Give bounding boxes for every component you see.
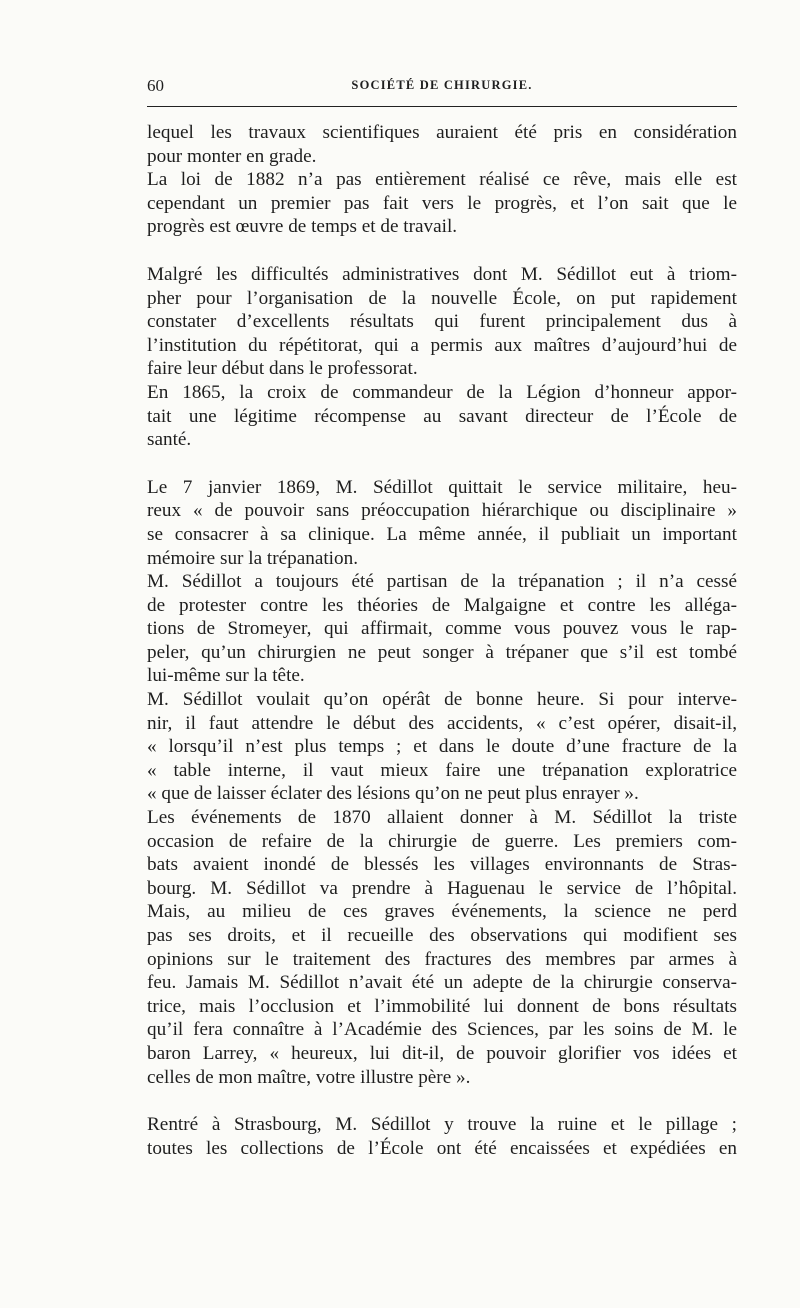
paragraph-gap <box>147 452 737 476</box>
paragraph <box>147 381 737 452</box>
text-line: pher pour l’organisation de la nouvelle École, on put rapidement <box>147 287 737 309</box>
paragraph <box>147 806 737 1089</box>
text-line: santé. <box>147 429 192 451</box>
text-line: peler, qu’un chirurgien ne peut songer à trépaner que s’il est tombé <box>147 641 737 663</box>
text-line: pas ses droits, et il recueille des observations qui modifient ses <box>147 925 737 946</box>
text-line: M. Sédillot a toujours été partisan de la trépanation ; il n’a cessé <box>147 571 737 593</box>
text-line: constater d’excellents résultats qui furent principalement dus à <box>147 311 737 333</box>
text-line: se consacrer à sa clinique. La même année, il publiait un important <box>147 523 737 545</box>
text-line: Mais, au milieu de ces graves événements, la science ne perd <box>147 901 737 923</box>
text-line: feu. Jamais M. Sédillot n’avait été un adepte de la chirurgie conserva- <box>147 972 737 994</box>
text-line: reux « de pouvoir sans préoccupation hiérarchique ou disciplinaire » <box>147 500 737 522</box>
text-line: Rentré à Strasbourg, M. Sédillot y trouve la ruine et le pillage ; <box>147 1114 737 1136</box>
text-line: l’institution du répétitorat, qui a permis aux maîtres d’aujourd’hui de <box>147 334 737 356</box>
text-line: pour monter en grade. <box>147 145 317 167</box>
text-line: bourg. M. Sédillot va prendre à Haguenau le service de l’hôpital. <box>147 877 737 899</box>
text-line: faire leur début dans le professorat. <box>147 358 418 380</box>
text-line: progrès est œuvre de temps et de travail. <box>147 216 458 238</box>
text-line: occasion de refaire de la chirurgie de guerre. Les premiers com- <box>147 830 737 852</box>
page-header <box>147 76 737 100</box>
paragraph <box>147 168 737 239</box>
text-line: La loi de 1882 n’a pas entièrement réalisé ce rêve, mais elle est <box>147 169 737 191</box>
text-line: opinions sur le traitement des fractures des membres par armes à <box>147 948 737 970</box>
text-line: En 1865, la croix de commandeur de la Légion d’honneur appor- <box>147 381 737 403</box>
text-line: cependant un premier pas fait vers le progrès, et l’on sait que le <box>147 192 737 214</box>
running-title: SOCIÉTÉ DE CHIRURGIE. <box>351 78 533 92</box>
text-line: tions de Stromeyer, qui affirmait, comme vous pouvez vous le rap- <box>147 618 737 640</box>
text-line: bats avaient inondé de blessés les villages environnants de Stras- <box>147 854 737 876</box>
text-line: de protester contre les théories de Malgaigne et contre les alléga- <box>147 594 737 616</box>
page-number: 60 <box>147 76 164 95</box>
text-line: toutes les collections de l’École ont été encaissées et expédiées en <box>147 1137 737 1159</box>
paragraph <box>147 263 737 381</box>
text-line: « table interne, il vaut mieux faire une trépanation exploratrice <box>147 759 737 781</box>
paragraph <box>147 570 737 688</box>
text-line: mémoire sur la trépanation. <box>147 547 358 569</box>
text-line: celles de mon maître, votre illustre père ». <box>147 1066 471 1088</box>
text-line: Malgré les difficultés administratives dont M. Sédillot eut à triom- <box>147 263 737 285</box>
text-line: nir, il faut attendre le début des accidents, « c’est opérer, disait-il, <box>147 712 737 734</box>
text-line: lui-même sur la tête. <box>147 665 305 687</box>
text-line: « lorsqu’il n’est plus temps ; et dans le doute d’une fracture de la <box>147 736 737 758</box>
text-line: M. Sédillot voulait qu’on opérât de bonne heure. Si pour interve- <box>147 689 737 711</box>
paragraph <box>147 121 737 168</box>
text-line: Le 7 janvier 1869, M. Sédillot quittait le service militaire, heu- <box>147 476 737 498</box>
text-line: Les événements de 1870 allaient donner à M. Sédillot la triste <box>147 807 737 829</box>
paragraph <box>147 688 737 806</box>
text-line: qu’il fera connaître à l’Académie des Sciences, par les soins de M. le <box>147 1019 737 1041</box>
text-line: baron Larrey, « heureux, lui dit-il, de pouvoir glorifier vos idées et <box>147 1042 737 1064</box>
text-line: « que de laisser éclater des lésions qu’on ne peut plus enrayer ». <box>147 783 639 805</box>
text-line: tait une légitime récompense au savant directeur de l’École de <box>147 405 737 427</box>
text-line: trice, mais l’occlusion et l’immobilité lui donnent de bons résultats <box>147 995 737 1017</box>
paragraph-gap <box>147 239 737 263</box>
paragraph <box>147 1113 737 1160</box>
body-text <box>147 121 737 1160</box>
text-line: lequel les travaux scientifiques auraient été pris en considération <box>147 122 737 143</box>
paragraph <box>147 476 737 570</box>
header-rule <box>147 106 737 107</box>
paragraph-gap <box>147 1089 737 1113</box>
